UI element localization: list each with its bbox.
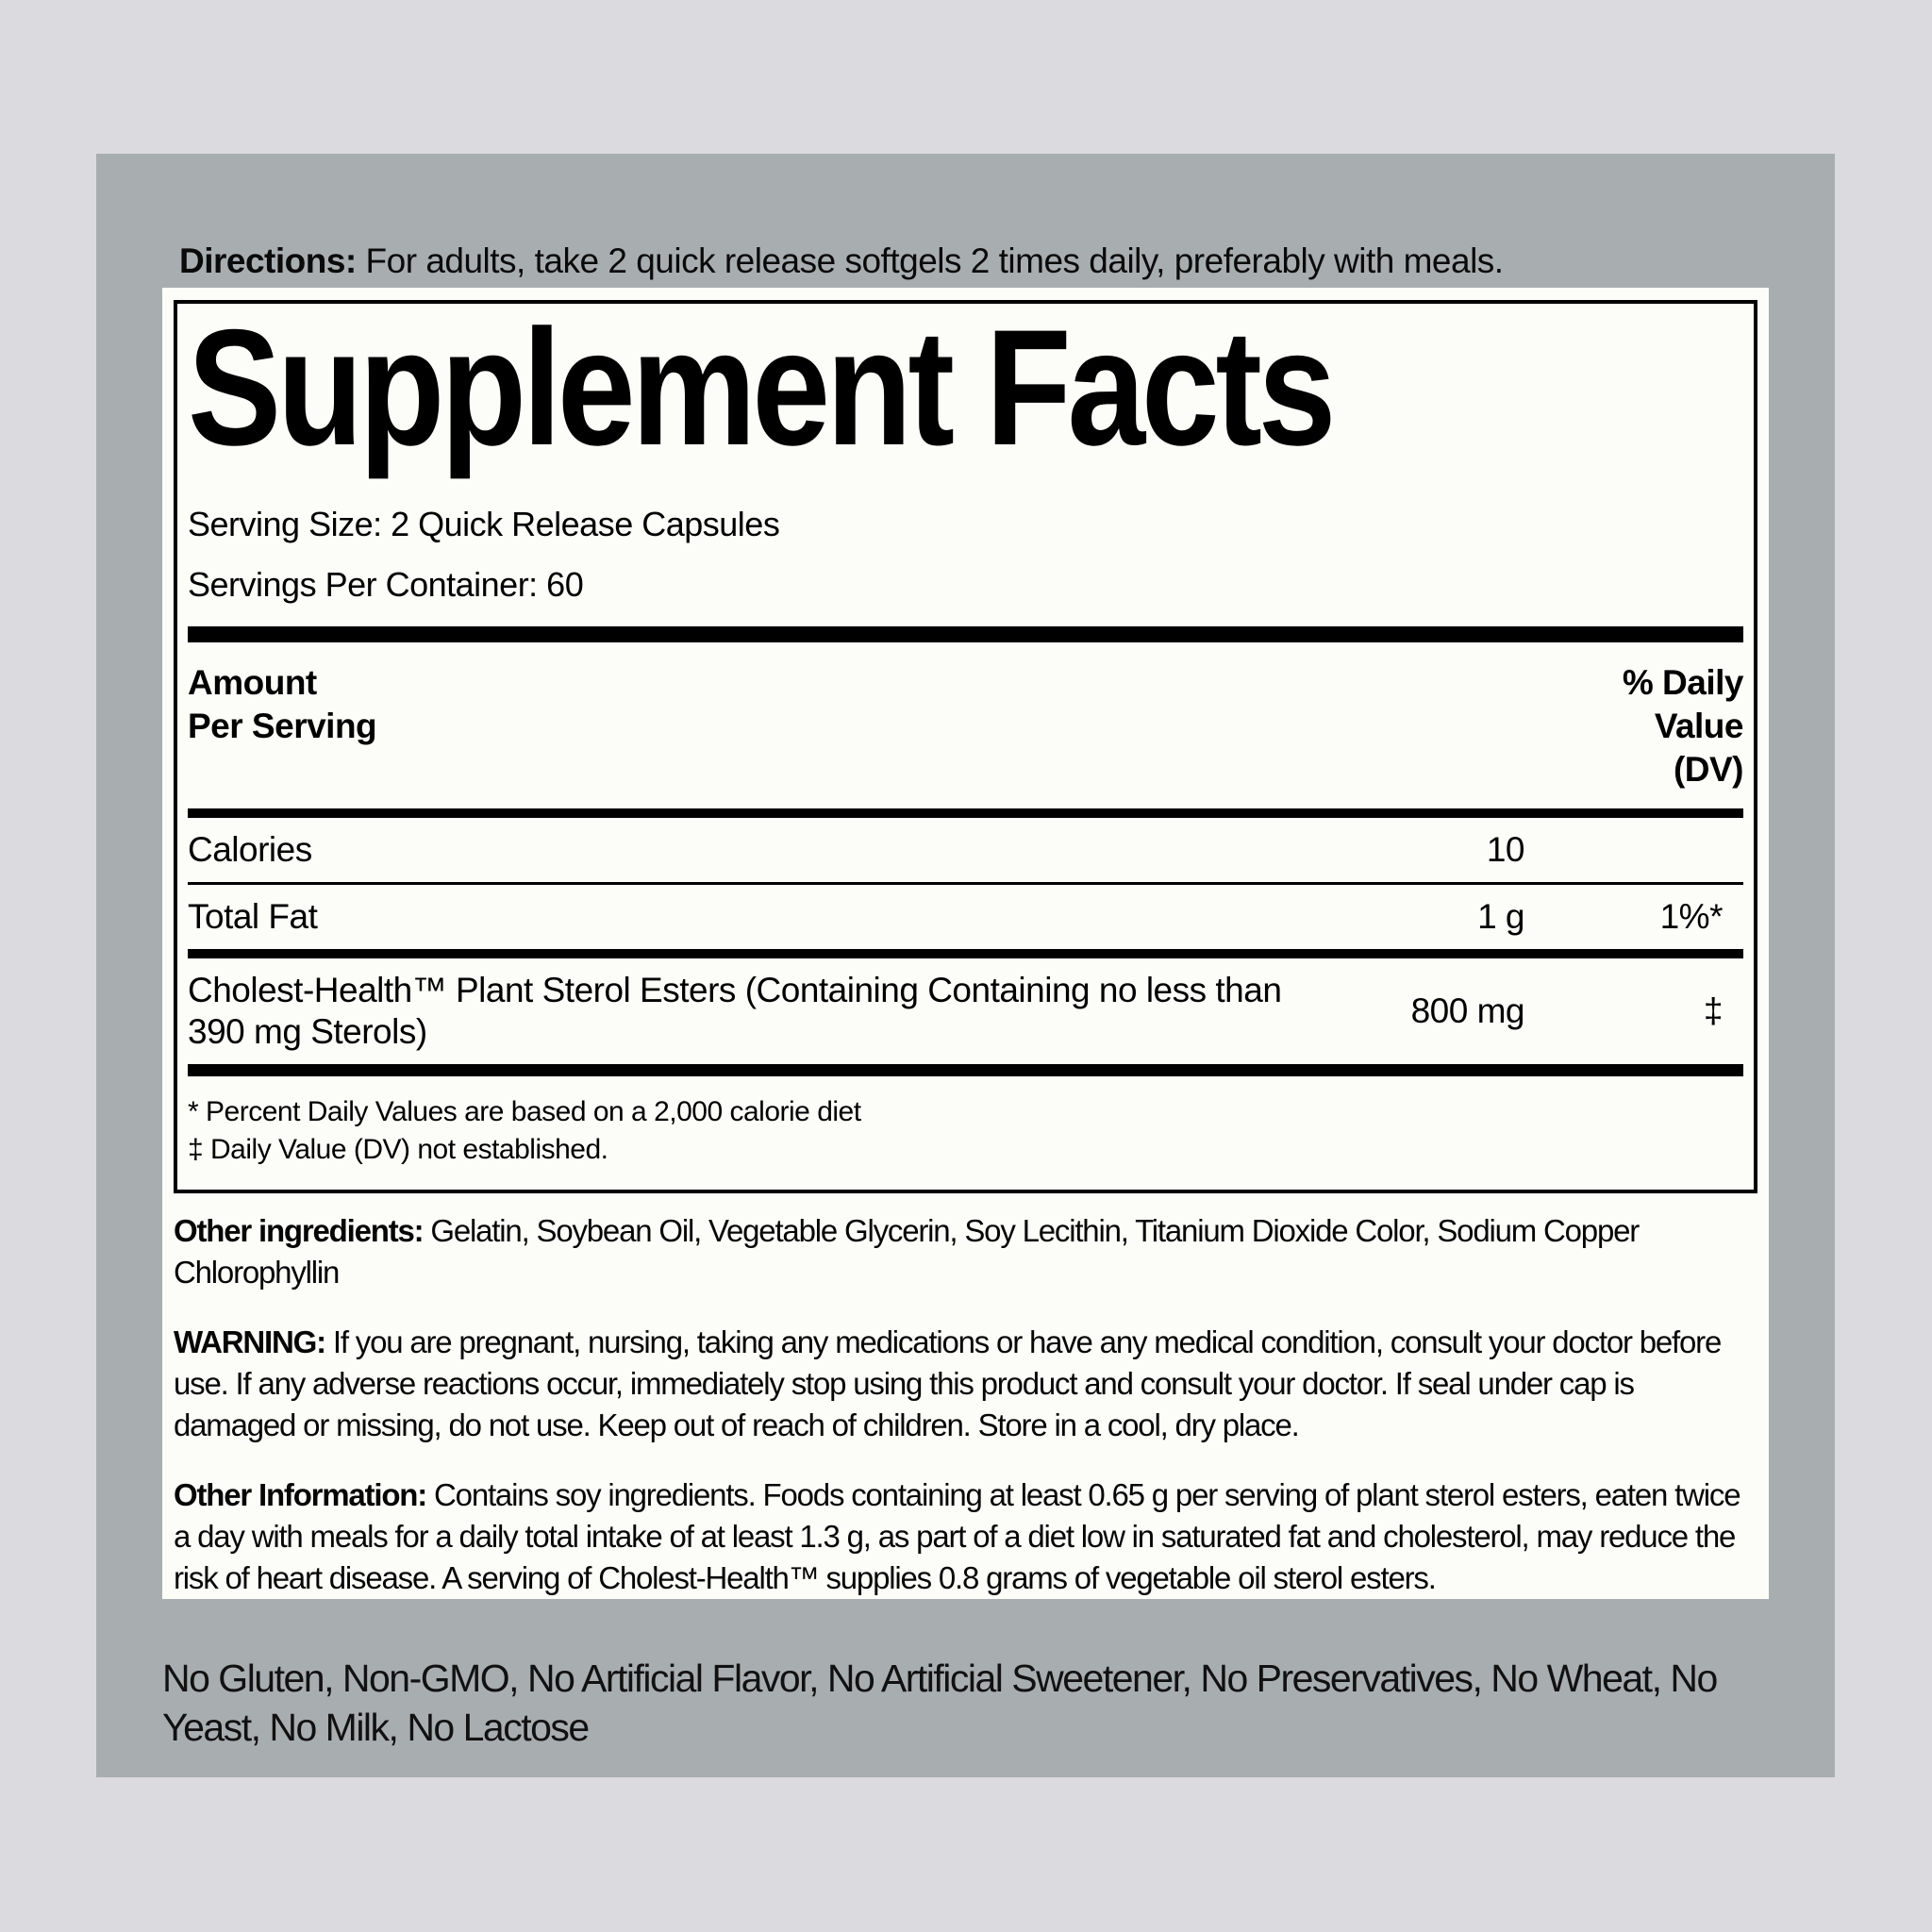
nutrient-amount: 10 — [1486, 830, 1524, 869]
amount-per-serving-header — [188, 661, 376, 748]
footnote-percent-dv: * Percent Daily Values are based on a 2,000 calorie diet — [188, 1096, 861, 1127]
serving-size: Serving Size: 2 Quick Release Capsules — [188, 505, 780, 543]
other-ingredients-section — [174, 1210, 1757, 1293]
allergen-claims-text: No Gluten, Non-GMO, No Artificial Flavor, No Artificial Sweetener, No Preservatives, No Wheat, No Yeast, No Milk, No Lactose — [162, 1657, 1717, 1749]
other-ingredients-label: Other ingredients: — [174, 1213, 424, 1248]
table-row-plant-sterols — [188, 958, 1743, 1064]
servings-per-container: Servings Per Container: 60 — [188, 565, 584, 604]
table-row-calories — [188, 818, 1743, 882]
amount-header-line2: Per Serving — [188, 707, 377, 745]
dv-header-line2: Value — [1654, 707, 1743, 745]
supplement-label — [162, 288, 1769, 1599]
other-information-text: Contains soy ingredients. Foods containing at least 0.65 g per serving of plant sterol esters, eaten twice a day with meals for a daily total intake of at least 1.3 g, as part of a diet low in saturated fat and cholesterol, may reduce the risk of heart disease. A serving of Cholest-Health™ supplies 0.8 grams of vegetable oil sterol esters. — [174, 1477, 1740, 1595]
warning-text: If you are pregnant, nursing, taking any medications or have any medical condition, consult your doctor before use. If any adverse reactions occur, immediately stop using this product and consult your doctor. If seal under cap is damaged or missing, do not use. Keep out of reach of children. Store in a cool, dry place. — [174, 1324, 1722, 1442]
table-row-total-fat — [188, 885, 1743, 949]
other-ingredients-text: Gelatin, Soybean Oil, Vegetable Glycerin, Soy Lecithin, Titanium Dioxide Color, Sodium Copper Chlorophyllin — [174, 1213, 1640, 1290]
footnotes — [188, 1093, 1743, 1169]
nutrient-amount: 800 mg — [1410, 991, 1524, 1030]
dv-header-line3: (DV) — [1673, 750, 1743, 789]
nutrient-amount: 1 g — [1477, 897, 1524, 936]
daily-value-header — [1623, 661, 1743, 791]
nutrient-dv: 1%* — [1659, 897, 1723, 936]
nutrient-name: Total Fat — [188, 897, 318, 936]
footnote-dv-not-established: ‡ Daily Value (DV) not established. — [188, 1134, 608, 1165]
warning-label: WARNING: — [174, 1324, 325, 1359]
label-background-panel — [96, 154, 1835, 1777]
nutrient-dv: ‡ — [1703, 991, 1723, 1030]
nutrient-name: Calories — [188, 830, 312, 869]
supplement-facts-box — [174, 296, 1757, 1193]
other-information-label: Other Information: — [174, 1477, 427, 1512]
thick-rule-top — [188, 626, 1743, 642]
thick-rule-bottom — [188, 1064, 1743, 1076]
nutrient-name: Cholest-Health™ Plant Sterol Esters (Containing Containing no less than 390 mg Sterols) — [188, 971, 1282, 1051]
directions-text: For adults, take 2 quick release softgels 2 times daily, preferably with meals. — [365, 242, 1504, 280]
amount-header-line1: Amount — [188, 663, 317, 702]
directions-label: Directions: — [179, 242, 357, 280]
supplement-facts-title: Supplement Facts — [188, 296, 1333, 480]
facts-table-header — [188, 642, 1743, 808]
dv-header-line1: % Daily — [1622, 663, 1743, 702]
directions-line — [179, 241, 1504, 282]
other-information-section — [174, 1474, 1757, 1599]
medium-rule-header — [188, 808, 1743, 818]
warning-section — [174, 1322, 1757, 1446]
medium-rule-total-fat — [188, 949, 1743, 958]
